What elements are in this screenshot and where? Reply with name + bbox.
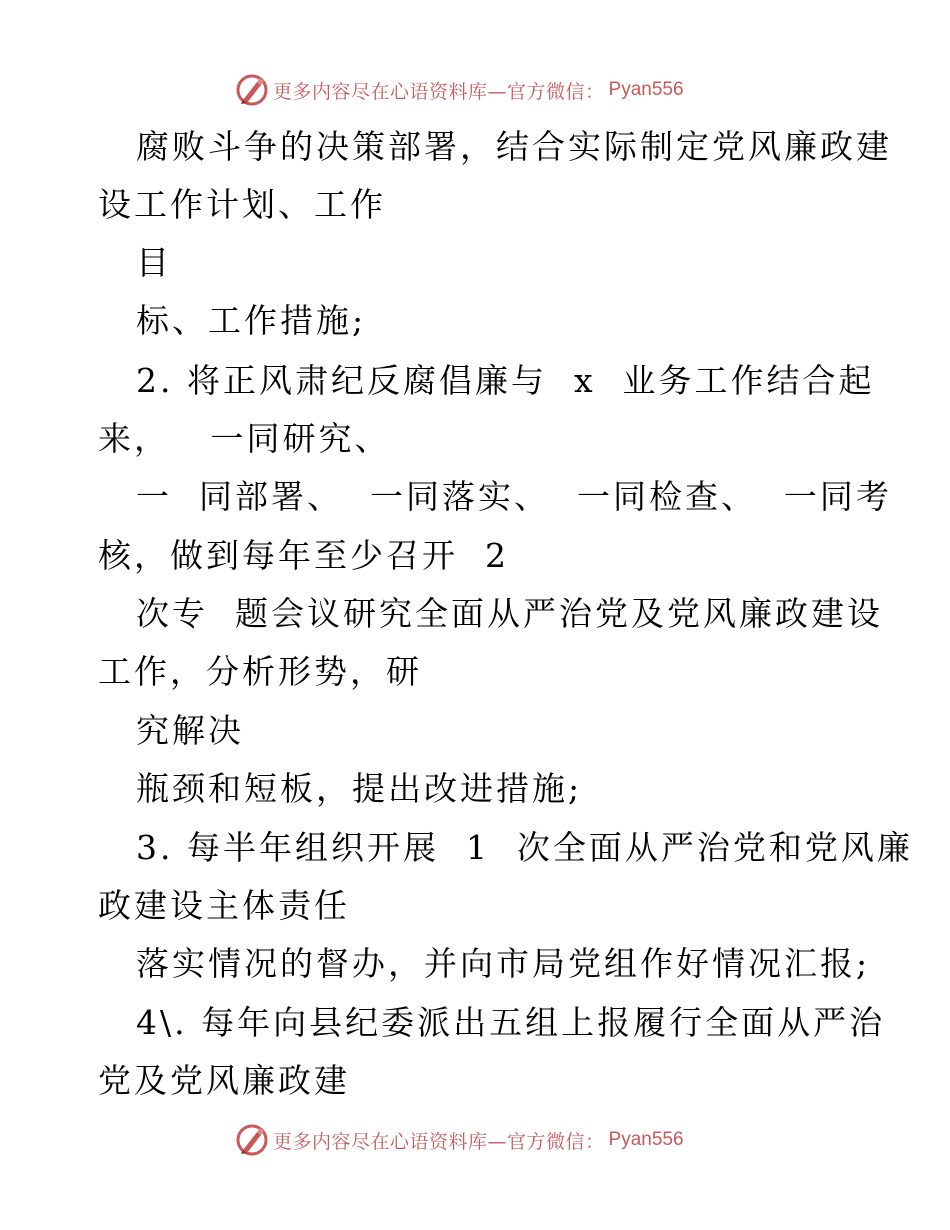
text-line: 目: [136, 243, 172, 282]
text-line: 次专 题会议研究全面从严治党及党风廉政建设: [136, 594, 883, 633]
header-watermark: [235, 72, 684, 108]
text-line: 瓶颈和短板，提出改进措施;: [136, 769, 583, 808]
text-line: 3. 每半年组织开展 1 次全面从严治党和党风廉: [136, 828, 913, 867]
text-line: 工作，分析形势，研: [98, 652, 422, 691]
watermark-wechat-id: Pyan556: [608, 1129, 684, 1150]
pen-logo-icon: [235, 73, 269, 107]
text-line: 设工作计划、工作: [98, 185, 386, 224]
text-line: 落实情况的督办，并向市局党组作好情况汇报;: [136, 944, 871, 983]
text-line: 究解决: [136, 711, 244, 750]
pen-logo-icon: [235, 1123, 269, 1157]
text-line: 来， 一同研究、: [98, 419, 391, 458]
text-line: 4\. 每年向县纪委派出五组上报履行全面从严治: [136, 1003, 886, 1042]
watermark-wechat-id: Pyan556: [608, 79, 684, 100]
footer-watermark: [235, 1122, 684, 1158]
watermark-text: 更多内容尽在心语资料库—官方微信：: [273, 1130, 605, 1153]
text-line: 政建设主体责任: [98, 886, 350, 925]
text-line: 核，做到每年至少召开 2: [98, 536, 509, 575]
text-line: 腐败斗争的决策部署，结合实际制定党风廉政建: [136, 127, 892, 166]
watermark-text: 更多内容尽在心语资料库—官方微信：: [273, 80, 605, 103]
text-line: 党及党风廉政建: [98, 1061, 350, 1100]
text-line: 标、工作措施;: [136, 301, 367, 340]
text-line: 一 同部署、 一同落实、 一同检查、 一同考: [136, 477, 892, 516]
text-line: 2. 将正风肃纪反腐倡廉与 x 业务工作结合起: [136, 361, 875, 400]
